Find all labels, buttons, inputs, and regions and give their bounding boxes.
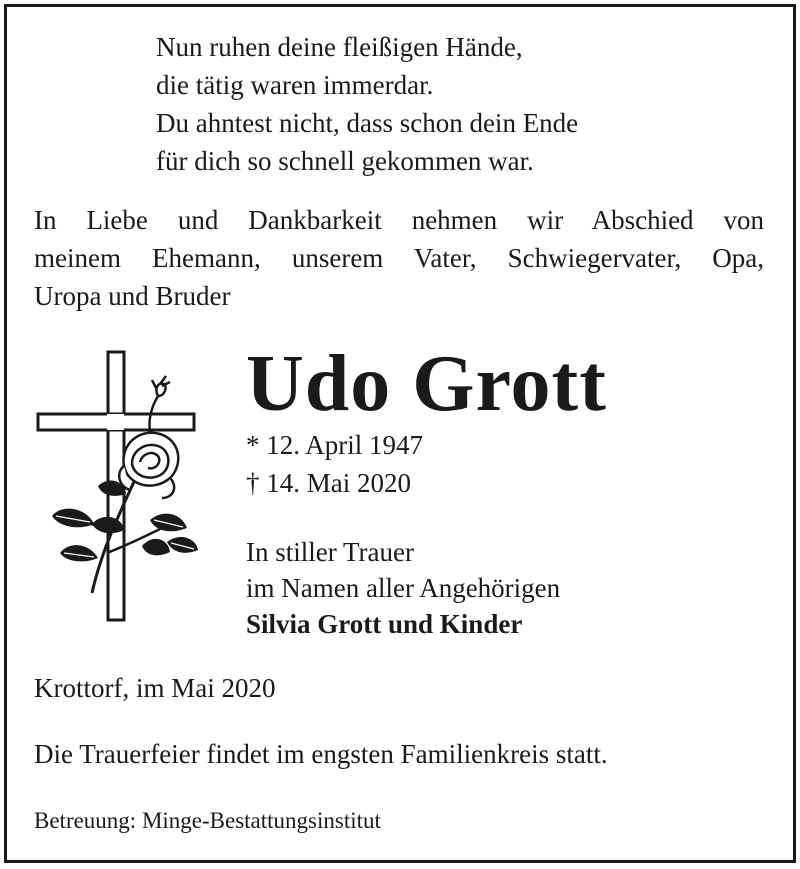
poem-line: Du ahntest nicht, dass schon dein Ende (156, 108, 579, 138)
mourning-line: im Namen aller Angehörigen (246, 573, 561, 603)
poem-line: für dich so schnell gekommen war. (156, 146, 534, 176)
mourners-block (246, 534, 560, 642)
mourner-names: Silvia Grott und Kinder (246, 609, 523, 639)
mourning-line: In stiller Trauer (246, 537, 414, 567)
farewell-line: In Liebe und Dankbarkeit nehmen wir Abschied von (34, 205, 764, 235)
farewell-line: Uropa und Bruder (34, 281, 231, 311)
deceased-name: Udo Grott (246, 340, 607, 428)
cross-with-rose-icon (32, 348, 202, 628)
farewell-text (34, 201, 764, 315)
funeral-note: Die Trauerfeier findet im engsten Familienkreis statt. (34, 739, 608, 769)
life-dates (246, 426, 423, 502)
birth-date: * 12. April 1947 (246, 430, 424, 460)
poem-line: die tätig waren immerdar. (156, 70, 434, 100)
care-note: Betreuung: Minge-Bestattungsinstitut (34, 808, 381, 833)
death-date: † 14. Mai 2020 (246, 468, 411, 498)
farewell-line: meinem Ehemann, unserem Vater, Schwiegervater, Opa, (34, 243, 764, 273)
place-date: Krottorf, im Mai 2020 (34, 673, 276, 703)
poem (156, 28, 578, 180)
poem-line: Nun ruhen deine fleißigen Hände, (156, 32, 523, 62)
